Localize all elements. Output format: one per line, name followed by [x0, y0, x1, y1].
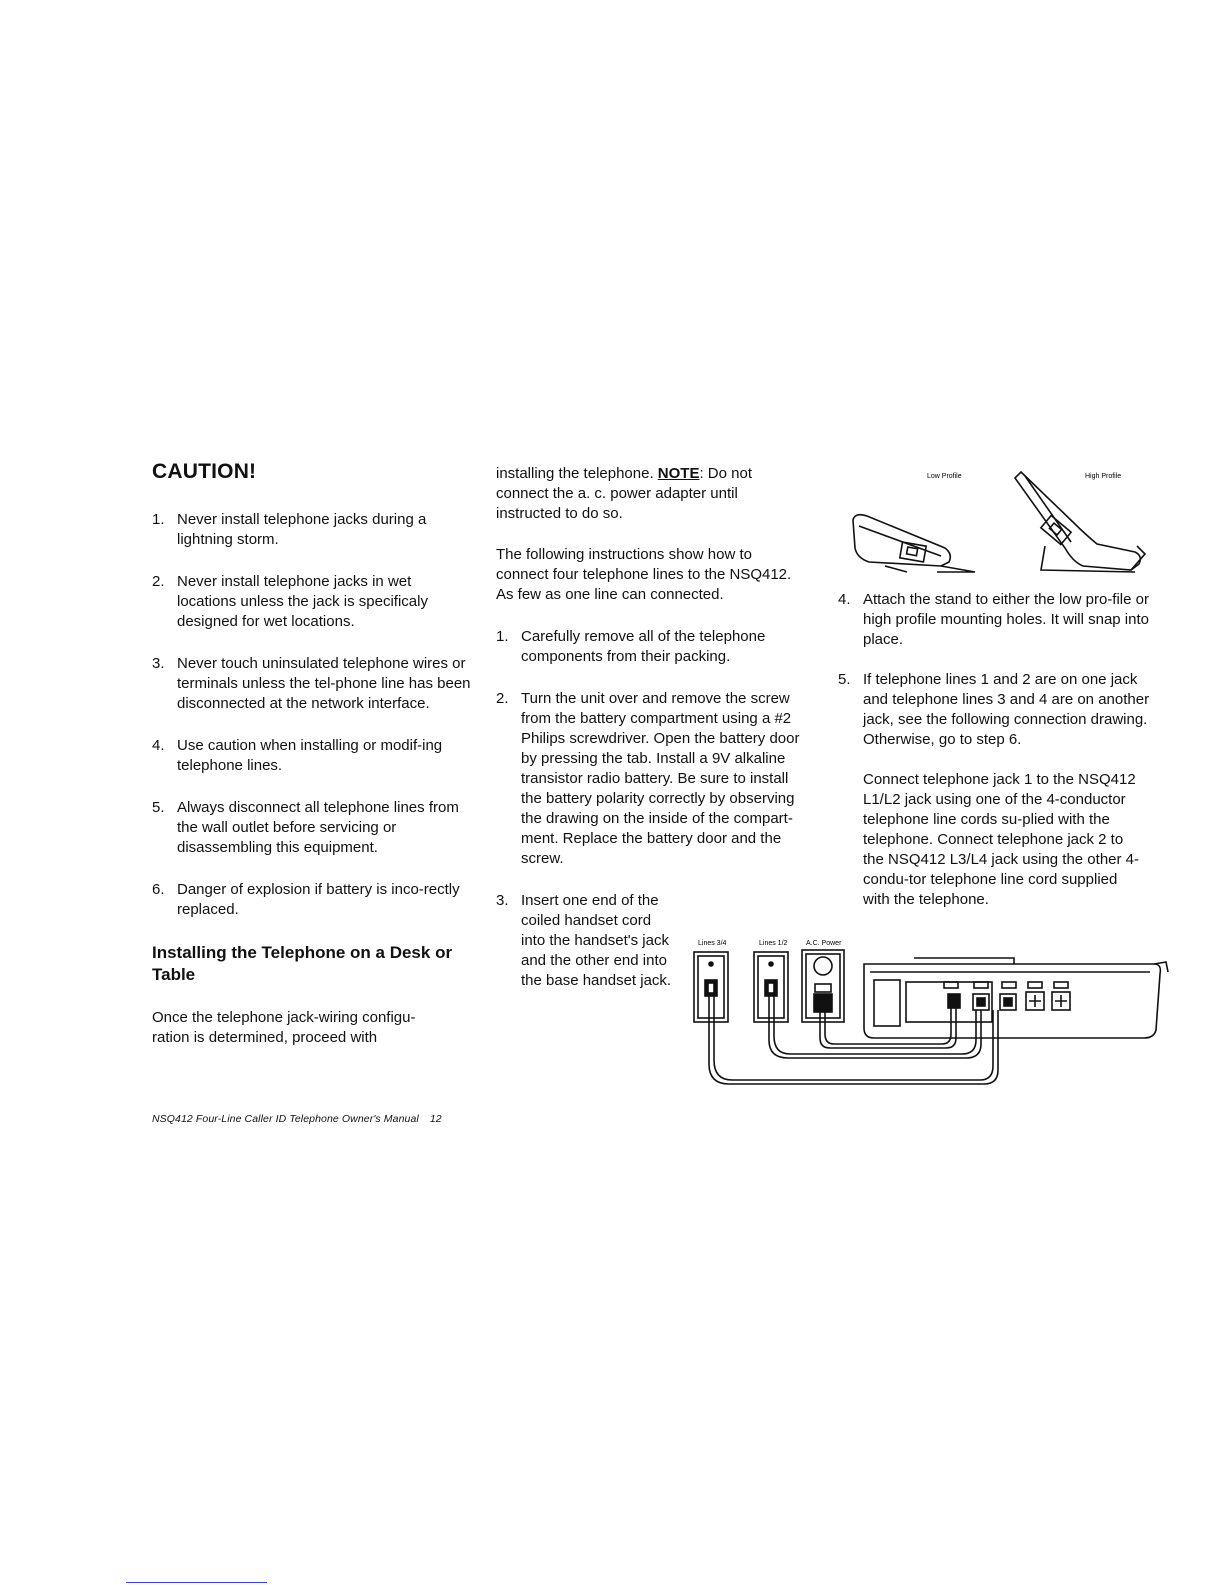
step-number: 3.: [496, 892, 509, 909]
connection-diagram: [684, 934, 1174, 1094]
manual-title: NSQ412 Four-Line Caller ID Telephone Owner's Manual: [152, 1113, 419, 1125]
right-steps-list: [838, 590, 1158, 750]
caution-item-text: Never install telephone jacks in wet locations unless the jack is specificaly designed for wet locations.: [177, 573, 428, 630]
section-heading: Installing the Telephone on a Desk or Table: [152, 943, 453, 984]
wall-jack-lines-12: [754, 952, 788, 1022]
step-1: [496, 627, 801, 667]
ac-power-outlet: [802, 950, 844, 1022]
right-column: [838, 590, 1158, 910]
wall-jack-lines-34: [694, 952, 728, 1022]
caution-item-2: [152, 572, 474, 632]
caution-item-6: [152, 880, 474, 920]
intro-paragraph: Once the telephone jack-wiring configu-ration is determined, proceed with: [152, 1009, 416, 1046]
caution-item-1: [152, 510, 474, 550]
high-profile-phone: [1015, 472, 1145, 572]
caution-item-number: 1.: [152, 511, 165, 528]
step-text: If telephone lines 1 and 2 are on one jack and telephone lines 3 and 4 are on another jack, see the following connection drawing. Otherwise, go to step 6.: [863, 671, 1150, 748]
step-2: [496, 689, 803, 869]
caution-item-4: [152, 736, 474, 776]
step-5-paragraph: Connect telephone jack 1 to the NSQ412 L1/L2 jack using one of the 4-conductor telephone line cords su-plied with the telephone. Connect telephone jack 2 to the NSQ412 L3/L4 jack using the other 4-condu-tor telephone line cord supplied with the telephone.: [863, 771, 1140, 908]
caution-heading: CAUTION!: [152, 460, 257, 483]
caution-item-text: Use caution when installing or modif-ing telephone lines.: [177, 737, 443, 774]
caution-item-number: 5.: [152, 799, 165, 816]
continued-text-end: : Do not connect the a. c. power adapter until instructed to do so.: [496, 465, 752, 522]
caution-item-number: 6.: [152, 881, 165, 898]
high-profile-label: High Profile: [1085, 473, 1122, 480]
step-number: 2.: [496, 690, 509, 707]
page-number: 12: [429, 1113, 442, 1125]
stand-profile-illustration: [845, 462, 1165, 580]
caution-item-number: 4.: [152, 737, 165, 754]
continued-text-start: installing the telephone.: [496, 465, 658, 482]
caution-list: [152, 510, 474, 920]
page-footer: [152, 1113, 492, 1125]
step-3: [496, 891, 679, 991]
left-column: [152, 462, 474, 1048]
caution-item-text: Danger of explosion if battery is inco-rectly replaced.: [177, 881, 460, 918]
lines-34-label: Lines 3/4: [698, 940, 727, 947]
caution-item-text: Never touch uninsulated telephone wires or terminals unless the tel-phone line has been disconnected at the network interface.: [177, 655, 471, 712]
caution-item-number: 3.: [152, 655, 165, 672]
step-text: Carefully remove all of the telephone components from their packing.: [521, 628, 766, 665]
caution-item-text: Always disconnect all telephone lines from the wall outlet before servicing or disassembling this equipment.: [177, 799, 459, 856]
low-profile-label: Low Profile: [927, 473, 962, 480]
note-label: NOTE: [657, 465, 700, 482]
ac-power-label: A.C. Power: [806, 940, 842, 947]
step-4: [838, 590, 1163, 650]
step-5: [838, 670, 1163, 750]
middle-column: [496, 464, 806, 991]
continued-paragraph: [496, 464, 796, 524]
instructions-intro: The following instructions show how to connect four telephone lines to the NSQ412. As few as one line can connected.: [496, 546, 792, 603]
caution-item-5: [152, 798, 474, 858]
step-text: Insert one end of the coiled handset cord into the handset's jack and the other end into the base handset jack.: [521, 892, 672, 989]
step-number: 1.: [496, 628, 509, 645]
bottom-link-underline: [126, 1582, 267, 1583]
low-profile-phone: [853, 515, 975, 572]
step-number: 4.: [838, 591, 851, 608]
caution-item-number: 2.: [152, 573, 165, 590]
lines-12-label: Lines 1/2: [759, 940, 788, 947]
line-cords: [709, 996, 998, 1084]
step-text: Attach the stand to either the low pro-file or high profile mounting holes. It will snap into place.: [863, 591, 1149, 648]
caution-item-text: Never install telephone jacks during a lightning storm.: [177, 511, 427, 548]
step-text: Turn the unit over and remove the screw from the battery compartment using a #2 Philips screwdriver. Open the battery door by pressing the tab. Install a 9V alkaline transistor radio battery. Be sure to install the battery polarity correctly by observing the drawing on the inside of the compart-ment. Replace the battery door and the screw.: [521, 690, 800, 867]
telephone-base-rear: [864, 958, 1168, 1038]
step-number: 5.: [838, 671, 851, 688]
caution-item-3: [152, 654, 474, 714]
